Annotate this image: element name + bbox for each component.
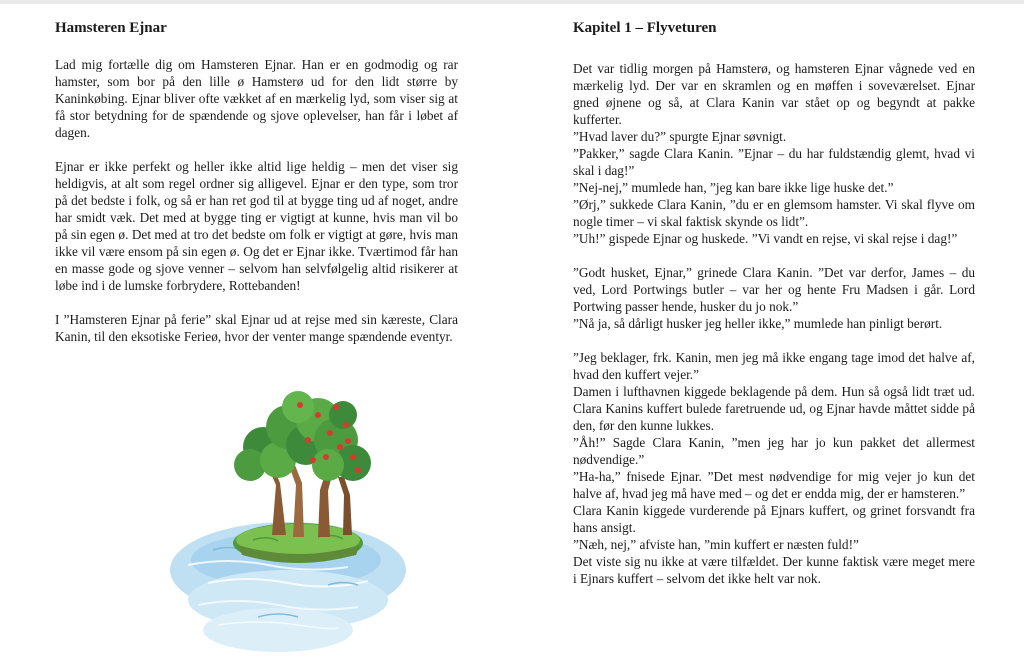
chapter-paragraph: Det var tidlig morgen på Hamsterø, og hamsteren Ejnar vågnede ved en mærkelig lyd. Der var en skramlen og en møffen i soveværelset. Ejnar gned øjnene og så, at Clara Kanin var stået op og begyndt at pakke kufferter. — [573, 61, 975, 127]
island-illustration — [168, 385, 408, 660]
chapter-paragraph: ”Jeg beklager, frk. Kanin, men jeg må ikke engang tage imod det halve af, hvad den kuffert vejer.” — [573, 350, 975, 382]
top-divider — [0, 0, 1024, 4]
chapter-paragraph: ”Ørj,” sukkede Clara Kanin, ”du er en glemsom hamster. Vi skal flyve om nogle timer – vi skal faktisk skynde os lidt”. — [573, 197, 975, 229]
chapter-text — [573, 60, 975, 587]
chapter-paragraph: ”Ha-ha,” fnisede Ejnar. ”Det mest nødvendige for mig vejer jo kun det halve af, hvad jeg må have med – og det er endda mig, der er hamsteren.” — [573, 469, 975, 501]
chapter-title: Kapitel 1 – Flyveturen — [573, 20, 717, 36]
chapter-paragraph: ”Næh, nej,” afviste han, ”min kuffert er næsten fuld!” — [573, 537, 859, 552]
chapter-paragraph: ”Uh!” gispede Ejnar og huskede. ”Vi vandt en rejse, vi skal rejse i dag!” — [573, 231, 958, 246]
intro-paragraph-3: I ”Hamsteren Ejnar på ferie” skal Ejnar ud at rejse med sin kæreste, Clara Kanin, til den eksotiske Ferieø, hvor der venter mange spændende eventyr. — [55, 312, 458, 344]
chapter-paragraph: ”Åh!” Sagde Clara Kanin, ”men jeg har jo kun pakket det allermest nødvendige.” — [573, 435, 975, 467]
paragraph-gap — [573, 247, 975, 264]
intro-paragraph-2: Ejnar er ikke perfekt og heller ikke altid lige heldig – men det viser sig heldigvis, at alt som regel ordner sig alligevel. Ejnar er den type, som tror på det bedste i folk, og så er han ret god til at bygge ting ud af noget, andre har smidt væk. Det med at bygge ting er vigtigt at kunne, hvis man vil bo på sin egen ø. Det med at tro det bedste om folk er vigtigt at gøre, hvis man ikke vil være ensom på sin egen ø. Og det er Ejnar ikke. Tværtimod får han en masse gode og sjove venner – selvom han selvfølgelig altid risikerer at løbe ind i de lumske forbrydere, Rottebanden! — [55, 159, 458, 293]
chapter-paragraph: ”Nej-nej,” mumlede han, ”jeg kan bare ikke lige huske det.” — [573, 180, 894, 195]
chapter-paragraph: Damen i lufthavnen kiggede beklagende på dem. Hun så også lidt træt ud. Clara Kanins kuffert bulede faretruende ud, og Ejnar havde måttet sidde på den, før den kunne lukkes. — [573, 384, 975, 433]
right-page — [573, 18, 975, 587]
paragraph-gap — [573, 332, 975, 349]
intro-paragraph-1: Lad mig fortælle dig om Hamsteren Ejnar. Han er en godmodig og rar hamster, som bor på den lille ø Hamsterø ud for den lidt større by Kaninkøbing. Ejnar bliver ofte vækket af en mærkelig lyd, som viser sig at få stor betydning for de spændende og sjove oplevelser, han får i løbet af dagen. — [55, 57, 458, 140]
chapter-paragraph: Det viste sig nu ikke at være tilfældet. Der kunne faktisk være meget mere i Ejnars kuffert – selvom det ikke helt var nok. — [573, 554, 975, 586]
chapter-paragraph: Clara Kanin kiggede vurderende på Ejnars kuffert, og grinet forsvandt fra hans ansigt. — [573, 503, 975, 535]
left-page — [55, 18, 458, 362]
chapter-paragraph: ”Godt husket, Ejnar,” grinede Clara Kanin. ”Det var derfor, James – du ved, Lord Portwings butler – var her og hente Fru Madsen i går. Lord Portwing passer hende, husker du jo nok.” — [573, 265, 975, 314]
chapter-paragraph: ”Hvad laver du?” spurgte Ejnar søvnigt. — [573, 129, 787, 144]
chapter-paragraph: ”Pakker,” sagde Clara Kanin. ”Ejnar – du har fuldstændig glemt, hvad vi skal i dag!” — [573, 146, 975, 178]
chapter-paragraph: ”Nå ja, så dårligt husker jeg heller ikke,” mumlede han pinligt berørt. — [573, 316, 943, 331]
left-page-title: Hamsteren Ejnar — [55, 20, 167, 36]
